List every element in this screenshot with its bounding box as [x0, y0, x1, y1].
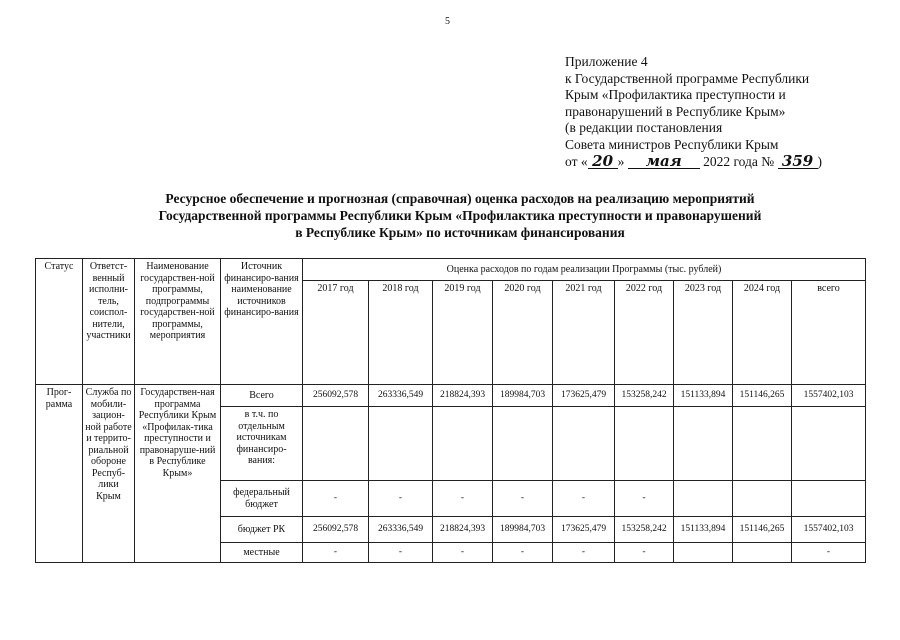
- value-cell: -: [553, 481, 615, 517]
- value-cell: -: [493, 543, 553, 563]
- value-cell: [733, 543, 792, 563]
- header-funding-source: Источник финансиро-вания наименование источников финансиро-вания: [221, 259, 303, 385]
- value-cell: 1557402,103: [792, 517, 866, 543]
- value-cell: 256092,578: [303, 517, 369, 543]
- source-cell: местные: [221, 543, 303, 563]
- appendix-line: к Государственной программе Республики: [565, 70, 810, 86]
- value-cell: [303, 407, 369, 481]
- source-cell: федеральный бюджет: [221, 481, 303, 517]
- header-year: 2019 год: [433, 281, 493, 385]
- value-cell: [674, 543, 733, 563]
- appendix-line: (в редакции постановления: [565, 120, 723, 136]
- table-row: [36, 385, 866, 407]
- value-cell: 1557402,103: [792, 385, 866, 407]
- close-paren: ): [817, 153, 823, 169]
- header-year: 2018 год: [369, 281, 433, 385]
- year-text: 2022 года №: [703, 153, 775, 169]
- source-cell: в т.ч. по отдельным источникам финансиро-вания:: [221, 407, 303, 481]
- handwritten-day: 20: [588, 154, 618, 169]
- handwritten-month: мая: [628, 154, 700, 169]
- value-cell: 173625,479: [553, 385, 615, 407]
- program-name-cell: Государствен-ная программа Республики Крым «Профилак-тика преступности и правонаруше-ний в Республике Крым»: [135, 385, 221, 563]
- appendix-line: правонарушений в Республике Крым»: [565, 103, 786, 119]
- value-cell: -: [303, 481, 369, 517]
- value-cell: 263336,549: [369, 385, 433, 407]
- header-year: 2023 год: [674, 281, 733, 385]
- value-cell: 151146,265: [733, 517, 792, 543]
- value-cell: [733, 481, 792, 517]
- value-cell: 153258,242: [615, 385, 674, 407]
- source-cell: Всего: [221, 385, 303, 407]
- header-status: Статус: [36, 259, 83, 385]
- value-cell: [733, 407, 792, 481]
- value-cell: -: [792, 543, 866, 563]
- value-cell: [674, 481, 733, 517]
- value-cell: -: [493, 481, 553, 517]
- header-year: 2024 год: [733, 281, 792, 385]
- value-cell: 218824,393: [433, 517, 493, 543]
- value-cell: 189984,703: [493, 385, 553, 407]
- value-cell: [493, 407, 553, 481]
- title-line: Ресурсное обеспечение и прогнозная (справочная) оценка расходов на реализацию мероприятий: [165, 191, 755, 206]
- handwritten-number: 359: [778, 154, 818, 169]
- value-cell: 189984,703: [493, 517, 553, 543]
- title-line: в Республике Крым» по источникам финансирования: [295, 225, 625, 240]
- value-cell: [792, 407, 866, 481]
- header-year: 2017 год: [303, 281, 369, 385]
- value-cell: -: [433, 481, 493, 517]
- header-year: 2021 год: [553, 281, 615, 385]
- value-cell: 263336,549: [369, 517, 433, 543]
- appendix-line: Крым «Профилактика преступности и: [565, 87, 786, 103]
- value-cell: -: [369, 543, 433, 563]
- header-program-name: Наименование государствен-ной программы, подпрограммы государствен-ной программы, мероприятия: [135, 259, 221, 385]
- header-responsible: Ответст-венный исполни-тель, соиспол-нители, участники: [83, 259, 135, 385]
- responsible-cell: Служба по мобили-зацион-ной работе и террито-риальной обороне Респуб-лики Крым: [83, 385, 135, 563]
- header-row: [36, 259, 866, 281]
- value-cell: 256092,578: [303, 385, 369, 407]
- header-year: 2022 год: [615, 281, 674, 385]
- value-cell: -: [553, 543, 615, 563]
- value-cell: 151133,894: [674, 385, 733, 407]
- value-cell: [369, 407, 433, 481]
- value-cell: [553, 407, 615, 481]
- header-expense-estimate: Оценка расходов по годам реализации Программы (тыс. рублей): [303, 259, 866, 281]
- value-cell: -: [615, 481, 674, 517]
- value-cell: -: [433, 543, 493, 563]
- value-cell: 151133,894: [674, 517, 733, 543]
- value-cell: [433, 407, 493, 481]
- value-cell: 218824,393: [433, 385, 493, 407]
- value-cell: 173625,479: [553, 517, 615, 543]
- source-cell: бюджет РК: [221, 517, 303, 543]
- appendix-note: [565, 54, 822, 170]
- value-cell: -: [369, 481, 433, 517]
- value-cell: -: [615, 543, 674, 563]
- page-number: 5: [445, 16, 450, 27]
- appendix-date-line: [565, 151, 823, 171]
- value-cell: 153258,242: [615, 517, 674, 543]
- status-cell: Прог-рамма: [36, 385, 83, 563]
- value-cell: [674, 407, 733, 481]
- appendix-line: Совета министров Республики Крым: [565, 136, 779, 152]
- date-close: »: [617, 153, 625, 169]
- date-prefix: от «: [565, 153, 588, 169]
- value-cell: 151146,265: [733, 385, 792, 407]
- header-year: 2020 год: [493, 281, 553, 385]
- header-total: всего: [792, 281, 866, 385]
- value-cell: [792, 481, 866, 517]
- appendix-line: Приложение 4: [565, 54, 648, 69]
- resources-table: [35, 258, 866, 563]
- value-cell: -: [303, 543, 369, 563]
- title-line: Государственной программы Республики Крым «Профилактика преступности и правонарушений: [158, 208, 762, 223]
- document-title: [120, 190, 800, 241]
- value-cell: [615, 407, 674, 481]
